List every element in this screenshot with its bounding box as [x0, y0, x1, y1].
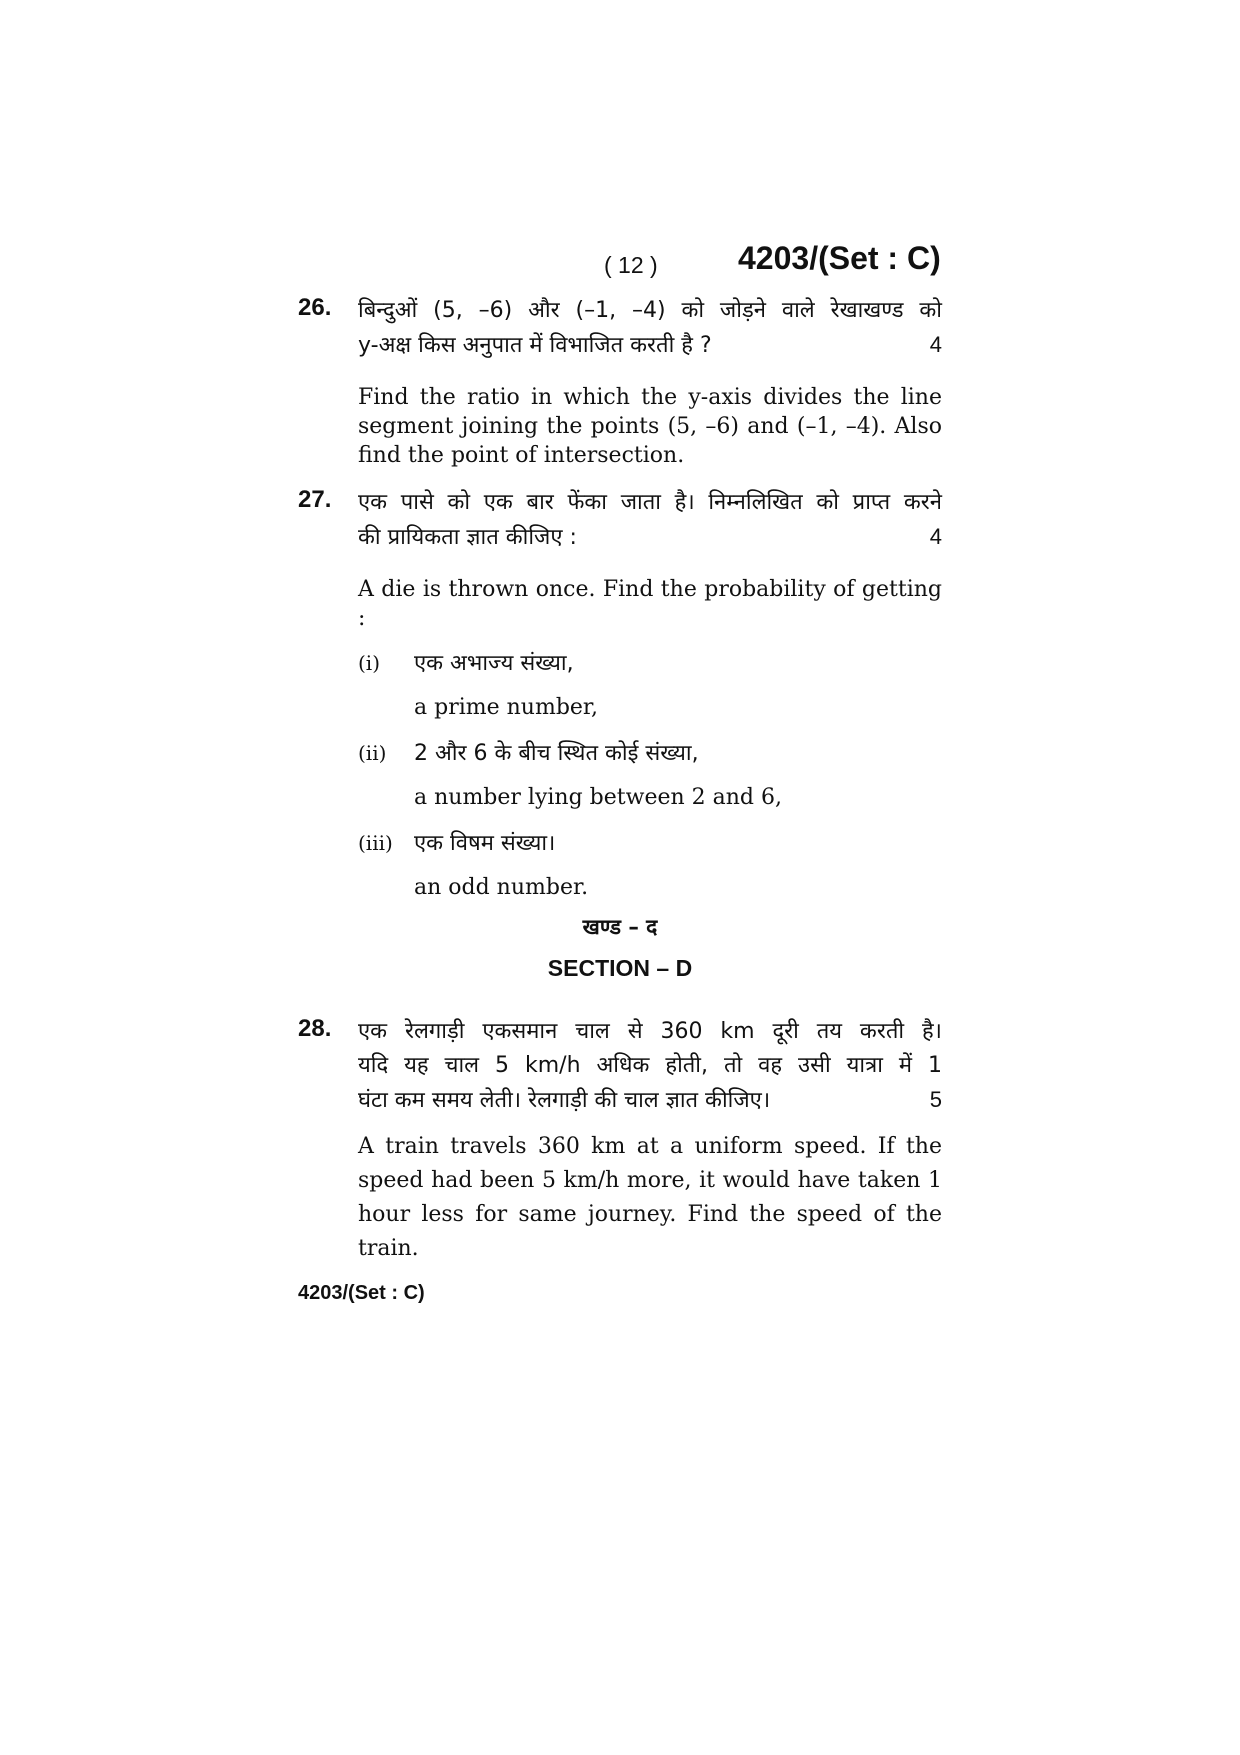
question-hindi-line: यदि यह चाल 5 km/h अधिक होती, तो वह उसी यात्रा में 1	[358, 1053, 942, 1078]
question-number: 26.	[298, 294, 332, 321]
option-item	[358, 647, 942, 683]
option-hindi: 2 और 6 के बीच स्थित कोई संख्या,	[414, 741, 699, 766]
option-item	[358, 827, 942, 863]
header-set-code: 4203/(Set : C)	[738, 240, 941, 276]
question-number: 28.	[298, 1015, 332, 1042]
question-hindi-line: एक पासे को एक बार फेंका जाता है। निम्नलिखित को प्राप्त करने	[358, 490, 942, 515]
question-english: A die is thrown once. Find the probability of getting :	[358, 577, 942, 631]
option-label: (ii)	[358, 741, 387, 765]
option-hindi: एक विषम संख्या।	[414, 831, 556, 856]
question-hindi-line: घंटा कम समय लेती। रेलगाड़ी की चाल ज्ञात कीजिए।	[358, 1088, 771, 1113]
page-header	[0, 240, 1240, 290]
option-hindi: एक अभाज्य संख्या,	[414, 651, 574, 676]
question-number: 27.	[298, 486, 332, 513]
question-marks: 5	[929, 1087, 942, 1112]
question-27	[298, 486, 942, 903]
question-hindi-line: की प्रायिकता ज्ञात कीजिए :	[358, 525, 577, 550]
question-body	[358, 294, 942, 470]
question-hindi-marks-line	[358, 328, 942, 363]
option-item	[358, 737, 942, 773]
option-english: an odd number.	[414, 875, 589, 900]
option-english: a number lying between 2 and 6,	[414, 785, 782, 810]
question-26	[298, 294, 942, 470]
question-hindi-marks-line	[358, 520, 942, 555]
section-heading: SECTION – D	[547, 955, 693, 981]
option-label: (i)	[358, 651, 381, 675]
page-number: ( 12 )	[604, 252, 658, 278]
question-marks: 4	[929, 332, 942, 357]
question-body	[358, 486, 942, 903]
question-body	[358, 1015, 942, 1266]
option-label: (iii)	[358, 831, 393, 855]
question-28	[298, 1015, 942, 1266]
section-heading-hindi: खण्ड – द	[582, 915, 658, 939]
question-hindi-marks-line	[358, 1083, 942, 1118]
question-hindi-line: बिन्दुओं (5, –6) और (–1, –4) को जोड़ने वाले रेखाखण्ड को	[358, 298, 942, 323]
question-hindi-line: एक रेलगाड़ी एकसमान चाल से 360 km दूरी तय करती है।	[358, 1019, 942, 1044]
question-english: A train travels 360 km at a uniform speed. If the speed had been 5 km/h more, it would have taken 1 hour less for same journey. Find the speed of the train.	[358, 1134, 942, 1261]
question-hindi-line: y-अक्ष किस अनुपात में विभाजित करती है ?	[358, 333, 712, 358]
question-marks: 4	[929, 524, 942, 549]
option-english: a prime number,	[414, 695, 599, 720]
footer-set-code: 4203/(Set : C)	[298, 1282, 425, 1304]
question-english: Find the ratio in which the y-axis divides the line segment joining the points (5, –6) and (–1, –4). Also find the point of intersection.	[358, 385, 942, 468]
